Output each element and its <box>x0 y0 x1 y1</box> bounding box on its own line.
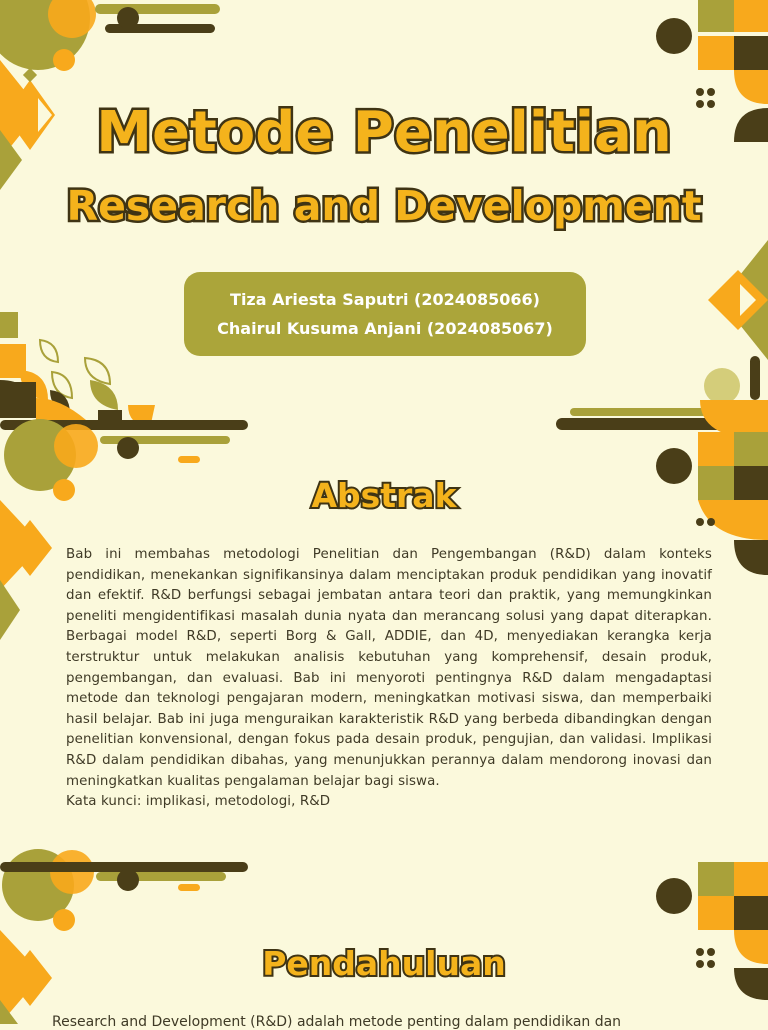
subtitle: Research and Development <box>66 182 702 230</box>
abstract-paragraph: Bab ini membahas metodologi Penelitian dan Pengembangan (R&D) dalam konteks pendidikan, menekankan signifikansinya dalam menciptakan produk pendidikan yang inovatif dan efektif. R&D berfungsi sebagai jembatan antara teori dan praktik, yang memungkinkan peneliti mengidentifikasi masalah dunia nyata dan merancang solusi yang dapat diterapkan. Berbagai model R&D, seperti Borg & Gall, ADDIE, dan 4D, menyediakan kerangka kerja terstruktur untuk melakukan analisis kebutuhan yang komprehensif, desain produk, pengembangan, dan evaluasi. Bab ini menyoroti pentingnya R&D dalam mengadaptasi metode dan teknologi pengajaran modern, meningkatkan motivasi siswa, dan memperbaiki hasil belajar. Bab ini juga menguraikan karakteristik R&D yang berbeda dibandingkan dengan penelitian konvensional, dengan fokus pada desain produk, pengujian, dan validasi. Implikasi R&D dalam pendidikan dibahas, yang menunjukkan perannya dalam mendorong inovasi dan meningkatkan kualitas pengalaman belajar bagi siswa. <box>66 547 712 789</box>
main-title: Metode Penelitian <box>96 100 672 165</box>
author-1: Tiza Ariesta Saputri (2024085066) <box>230 290 540 309</box>
author-box <box>184 272 586 356</box>
abstract-body <box>66 545 712 813</box>
introduction-heading: Pendahuluan <box>262 944 506 983</box>
keywords: Kata kunci: implikasi, metodologi, R&D <box>66 794 331 810</box>
author-2: Chairul Kusuma Anjani (2024085067) <box>217 319 553 338</box>
abstract-heading: Abstrak <box>311 476 457 515</box>
introduction-first-line: Research and Development (R&D) adalah metode penting dalam pendidikan dan <box>52 1014 622 1030</box>
